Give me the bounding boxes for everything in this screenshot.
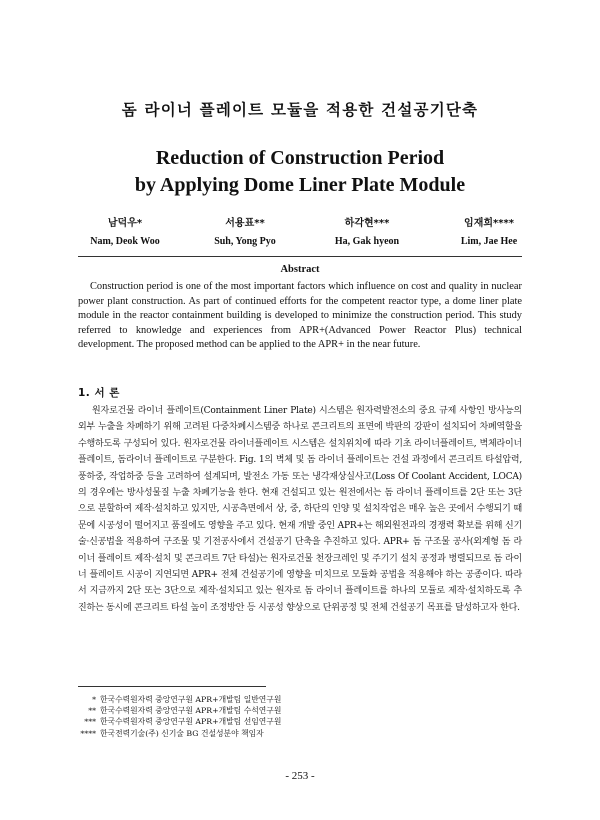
footnote-3 — [70, 716, 370, 727]
footnote-1 — [70, 694, 370, 705]
korean-title: 돔 라이너 플레이트 모듈을 적용한 건설공기단축 — [121, 101, 479, 119]
footnote-divider — [78, 686, 266, 687]
author-3-english-name: Ha, Gak hyeon — [334, 236, 400, 247]
author-1 — [60, 214, 190, 247]
author-3 — [302, 214, 432, 247]
english-title-line-2: by Applying Dome Liner Plate Module — [134, 174, 466, 196]
author-1-korean-name: 남덕우* — [107, 218, 143, 229]
english-title-line-1: Reduction of Construction Period — [155, 147, 445, 169]
footnote-2-mark: ** — [88, 706, 96, 716]
footnote-1-mark: * — [92, 695, 96, 704]
footnote-4-mark: **** — [80, 728, 96, 738]
page-number: - 253 - — [285, 770, 315, 782]
footnote-2-text: 한국수력원자력 중앙연구원 APR+개발팀 수석연구원 — [100, 706, 282, 716]
author-2-english-name: Suh, Yong Pyo — [214, 236, 276, 247]
author-4-korean-name: 임재희**** — [464, 218, 514, 229]
abstract-text: Construction period is one of the most important factors which influence on cost and quality in nuclear power plant construction. As part of continued efforts for the competent reactor type, a dome liner plate module in the reactor containment building is developed to minimize the construction period. This study referred to knowledge and experiences from APR+(Advanced Power Reactor Plus) technical development. The proposed method can be applied to the APR+ in the near future. — [78, 281, 522, 351]
author-4 — [424, 214, 554, 247]
footnote-1-text: 한국수력원자력 중앙연구원 APR+개발팀 일반연구원 — [100, 695, 282, 704]
footnote-4 — [70, 728, 370, 739]
footnote-4-text: 한국전력기술(주) 신기술 BG 건설성분야 책임자 — [100, 728, 264, 738]
footnote-2 — [70, 705, 370, 716]
author-1-english-name: Nam, Deok Woo — [90, 236, 160, 247]
footnote-3-mark: *** — [84, 717, 96, 727]
author-2 — [180, 214, 310, 247]
author-2-korean-name: 서용표** — [225, 218, 265, 229]
author-4-english-name: Lim, Jae Hee — [460, 236, 518, 247]
section-1-heading: 1. 서 론 — [78, 387, 120, 399]
author-3-korean-name: 하각현*** — [344, 218, 390, 229]
footnote-3-text: 한국수력원자력 중앙연구원 APR+개발팀 선임연구원 — [100, 717, 282, 727]
header-divider — [78, 256, 522, 257]
english-title — [0, 145, 600, 199]
footnotes — [70, 694, 370, 739]
abstract-heading: Abstract — [280, 264, 320, 275]
section-1-body: 원자로건물 라이너 플레이트(Containment Liner Plate) 시스템은 원자력발전소의 중요 규제 사항인 방사능의 외부 누출을 차폐하기 위해 고려된 다중차폐시스템중 하나로 콘크리트의 표면에 박판의 강판이 설치되어 차폐역할을 수행하도록 구성되어 있다. 원자로건물 라이너플레이트 시스템은 설치위치에 따라 기초 라이너플레이트, 벽체라이너 플레이트, 돔라이너 플레이트로 구분한다. Fig. 1의 벽체 및 돔 라이너 플레이트는 건설 과정에서 콘크리트 타설압력, 풍하중, 작업하중 등을 고려하여 설계되며, 발전소 가동 또는 냉각재상실사고(Loss Of Coolant Accident, LOCA)의 경우에는 방사성물질 누출 차폐기능을 한다. 현재 건설되고 있는 원전에서는 돔 라이너 플레이트를 2단 또는 3단으로 분할하여 제작·설치하고 있지만, 시공측면에서 상, 중, 하단의 인양 및 설치작업은 매우 높은 곳에서 수행되기 때문에 시공성이 떨어지고 품질에도 영향을 주고 있다. 현재 개발 중인 APR+는 해외원전과의 경쟁력 확보를 위해 신기술·신공법을 적용하여 구조물 및 기전공사에서 건설공기 단축을 추진하고 있다. APR+ 돔 구조물 공사(외계형 돔 라이너 플레이트 제작·설치 및 콘크리트 7단 타설)는 원자로건물 천장크레인 및 주기기 설치 공정과 병렬되므로 돔 라이너 플레이트 시공이 지연되면 APR+ 전체 건설공기에 영향을 미치므로 모듈화 공법을 적용해야 하는 공종이다. 따라서 지금까지 2단 또는 3단으로 제작·설치되고 있는 원자로 돔 라이너 플레이트를 하나의 모듈로 제작·설치하도록 추진하는 동시에 콘크리트 타설 높이 조정방안 등 시공성 향상으로 단위공정 및 전체 건설공기 목표를 달성하고자 한다. — [78, 406, 522, 613]
